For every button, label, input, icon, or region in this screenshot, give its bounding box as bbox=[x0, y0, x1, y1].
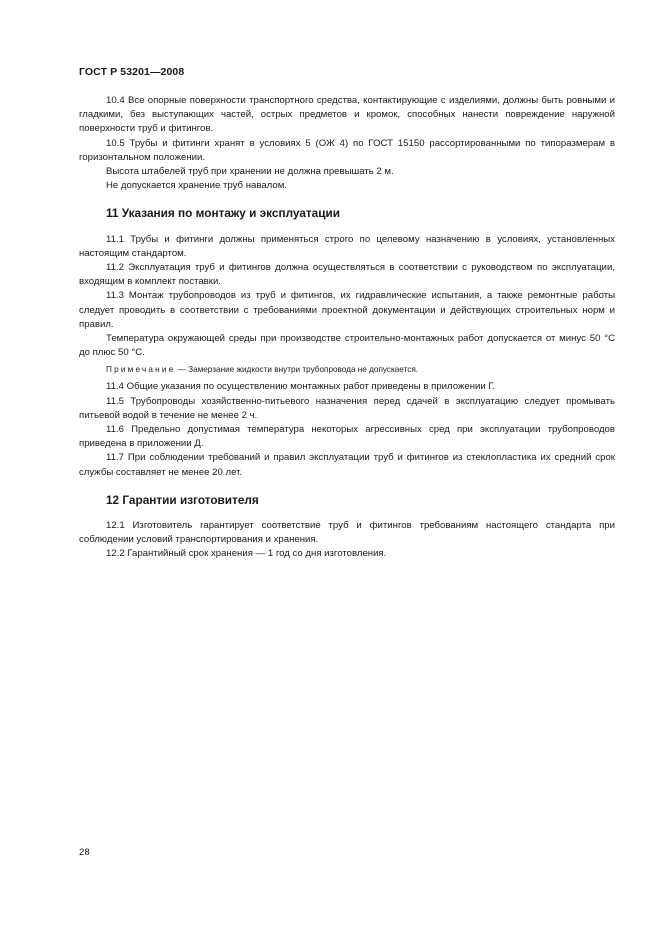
paragraph-11-6: 11.6 Предельно допустимая температура некоторых агрессивных сред при эксплуатации трубопроводов приведена в приложении Д. bbox=[79, 424, 615, 450]
paragraph-11-7: 11.7 При соблюдении требований и правил эксплуатации труб и фитингов из стеклопластика их средний срок службы составляет не менее 20 лет. bbox=[79, 452, 615, 478]
paragraph-12-1: 12.1 Изготовитель гарантирует соответствие труб и фитингов требованиям настоящего стандарта при соблюдении условий транспортирования и хранения. bbox=[79, 520, 615, 546]
page-number: 28 bbox=[79, 847, 90, 858]
paragraph-11-2: 11.2 Эксплуатация труб и фитингов должна осуществляться в соответствии с руководством по эксплуатации, входящим в комплект поставки. bbox=[79, 262, 615, 288]
paragraph-11-5: 11.5 Трубопроводы хозяйственно-питьевого назначения перед сдачей в эксплуатацию следует промывать питьевой водой в течение не менее 2 ч. bbox=[79, 395, 615, 421]
paragraph-temperature: Температура окружающей среды при производстве строительно-монтажных работ допускается от минус 50 °С до плюс 50 °С. bbox=[79, 333, 615, 359]
paragraph-11-4: 11.4 Общие указания по осуществлению монтажных работ приведены в приложении Г. bbox=[106, 381, 496, 393]
note bbox=[79, 364, 615, 376]
paragraph-12-2: 12.2 Гарантийный срок хранения — 1 год со дня изготовления. bbox=[106, 548, 387, 560]
paragraph-11-1: 11.1 Трубы и фитинги должны применяться строго по целевому назначению в условиях, установленных настоящим стандартом. bbox=[79, 233, 615, 259]
paragraph-10-4: 10.4 Все опорные поверхности транспортного средства, контактирующие с изделиями, должны быть ровными и гладкими, без выступающих частей, острых предметов и кромок, способных нанести повреждение наружной поверхности труб и фитингов. bbox=[79, 95, 615, 135]
document-body bbox=[79, 94, 615, 562]
paragraph-10-5: 10.5 Трубы и фитинги хранят в условиях 5 (ОЖ 4) по ГОСТ 15150 рассортированными по типоразмерам в горизонтальном положении. bbox=[79, 137, 615, 163]
note-label: Примечание bbox=[106, 365, 176, 375]
paragraph-stack-height: Высота штабелей труб при хранении не должна превышать 2 м. bbox=[106, 166, 394, 178]
section-12-heading: 12 Гарантии изготовителя bbox=[106, 492, 259, 507]
note-text: — Замерзание жидкости внутри трубопровода не допускается. bbox=[175, 365, 419, 375]
document-code-header: ГОСТ Р 53201—2008 bbox=[79, 66, 185, 78]
paragraph-no-heap: Не допускается хранение труб навалом. bbox=[106, 180, 287, 192]
section-11-heading: 11 Указания по монтажу и эксплуатации bbox=[106, 206, 340, 221]
paragraph-11-3: 11.3 Монтаж трубопроводов из труб и фитингов, их гидравлические испытания, а также ремонтные работы следует проводить в соответствии с требованиями проектной документации и действующих строительных норм и правил. bbox=[79, 290, 615, 330]
